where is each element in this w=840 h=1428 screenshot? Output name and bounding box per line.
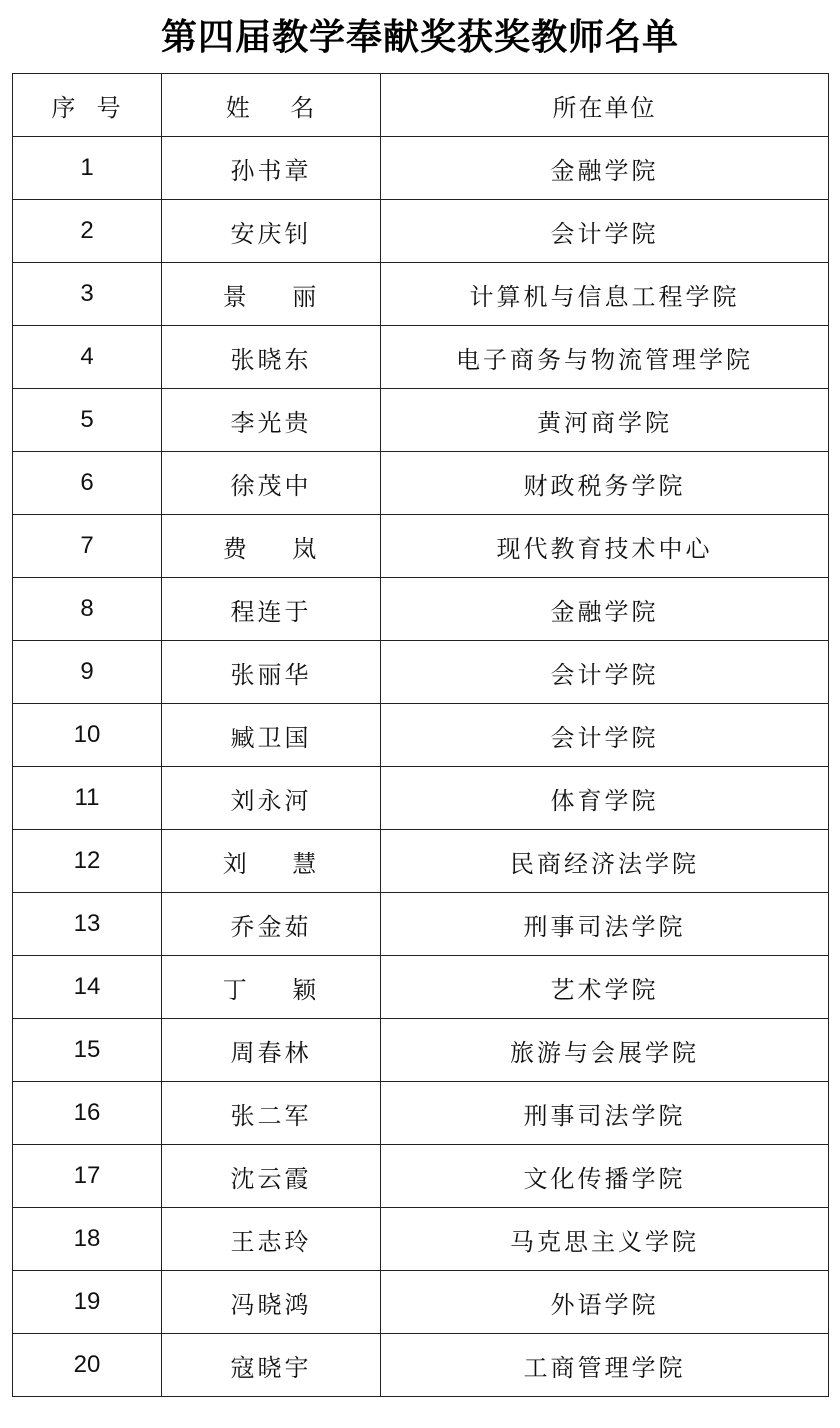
teacher-unit: 文化传播学院	[381, 1145, 829, 1208]
table-row	[13, 1271, 829, 1334]
teacher-unit: 会计学院	[381, 641, 829, 704]
teacher-unit: 会计学院	[381, 704, 829, 767]
row-number: 16	[13, 1082, 162, 1145]
teacher-unit: 黄河商学院	[381, 389, 829, 452]
teacher-unit: 金融学院	[381, 578, 829, 641]
row-number: 14	[13, 956, 162, 1019]
teacher-name: 孙书章	[162, 137, 381, 200]
table-row	[13, 389, 829, 452]
teacher-unit: 工商管理学院	[381, 1334, 829, 1397]
table-row	[13, 767, 829, 830]
teacher-name: 张丽华	[162, 641, 381, 704]
table-row	[13, 578, 829, 641]
header-name: 姓 名	[162, 74, 381, 137]
row-number: 2	[13, 200, 162, 263]
teacher-unit: 现代教育技术中心	[381, 515, 829, 578]
table-row	[13, 137, 829, 200]
award-table	[12, 73, 829, 1397]
teacher-name: 张二军	[162, 1082, 381, 1145]
row-number: 15	[13, 1019, 162, 1082]
teacher-name: 徐茂中	[162, 452, 381, 515]
teacher-name: 寇晓宇	[162, 1334, 381, 1397]
teacher-name: 刘永河	[162, 767, 381, 830]
table-row	[13, 1019, 829, 1082]
table-row	[13, 200, 829, 263]
teacher-name: 刘 慧	[162, 830, 381, 893]
teacher-unit: 艺术学院	[381, 956, 829, 1019]
row-number: 13	[13, 893, 162, 956]
table-row	[13, 1082, 829, 1145]
teacher-unit: 刑事司法学院	[381, 1082, 829, 1145]
teacher-name: 臧卫国	[162, 704, 381, 767]
table-body	[13, 137, 829, 1397]
teacher-unit: 体育学院	[381, 767, 829, 830]
teacher-name: 张晓东	[162, 326, 381, 389]
table-row	[13, 515, 829, 578]
row-number: 10	[13, 704, 162, 767]
teacher-name: 沈云霞	[162, 1145, 381, 1208]
header-unit: 所在单位	[381, 74, 829, 137]
teacher-unit: 电子商务与物流管理学院	[381, 326, 829, 389]
row-number: 8	[13, 578, 162, 641]
table-row	[13, 704, 829, 767]
row-number: 11	[13, 767, 162, 830]
row-number: 19	[13, 1271, 162, 1334]
teacher-unit: 计算机与信息工程学院	[381, 263, 829, 326]
row-number: 9	[13, 641, 162, 704]
row-number: 4	[13, 326, 162, 389]
table-row	[13, 1145, 829, 1208]
teacher-name: 安庆钊	[162, 200, 381, 263]
row-number: 12	[13, 830, 162, 893]
row-number: 3	[13, 263, 162, 326]
teacher-name: 冯晓鸿	[162, 1271, 381, 1334]
table-row	[13, 830, 829, 893]
teacher-name: 李光贵	[162, 389, 381, 452]
row-number: 6	[13, 452, 162, 515]
row-number: 1	[13, 137, 162, 200]
table-row	[13, 641, 829, 704]
teacher-unit: 旅游与会展学院	[381, 1019, 829, 1082]
teacher-unit: 刑事司法学院	[381, 893, 829, 956]
table-row	[13, 263, 829, 326]
table-row	[13, 1334, 829, 1397]
row-number: 18	[13, 1208, 162, 1271]
teacher-unit: 会计学院	[381, 200, 829, 263]
table-header	[13, 74, 829, 137]
table-row	[13, 1208, 829, 1271]
document-title: 第四届教学奉献奖获奖教师名单	[160, 17, 679, 58]
teacher-unit: 外语学院	[381, 1271, 829, 1334]
header-number: 序 号	[13, 74, 162, 137]
teacher-name: 费 岚	[162, 515, 381, 578]
teacher-unit: 财政税务学院	[381, 452, 829, 515]
row-number: 5	[13, 389, 162, 452]
table-row	[13, 956, 829, 1019]
table-row	[13, 452, 829, 515]
row-number: 7	[13, 515, 162, 578]
table-row	[13, 326, 829, 389]
teacher-name: 乔金茹	[162, 893, 381, 956]
row-number: 17	[13, 1145, 162, 1208]
row-number: 20	[13, 1334, 162, 1397]
table-row	[13, 893, 829, 956]
teacher-unit: 马克思主义学院	[381, 1208, 829, 1271]
header-row	[13, 74, 829, 137]
teacher-name: 周春林	[162, 1019, 381, 1082]
teacher-name: 程连于	[162, 578, 381, 641]
teacher-unit: 民商经济法学院	[381, 830, 829, 893]
teacher-unit: 金融学院	[381, 137, 829, 200]
teacher-name: 王志玲	[162, 1208, 381, 1271]
teacher-name: 景 丽	[162, 263, 381, 326]
teacher-name: 丁 颖	[162, 956, 381, 1019]
